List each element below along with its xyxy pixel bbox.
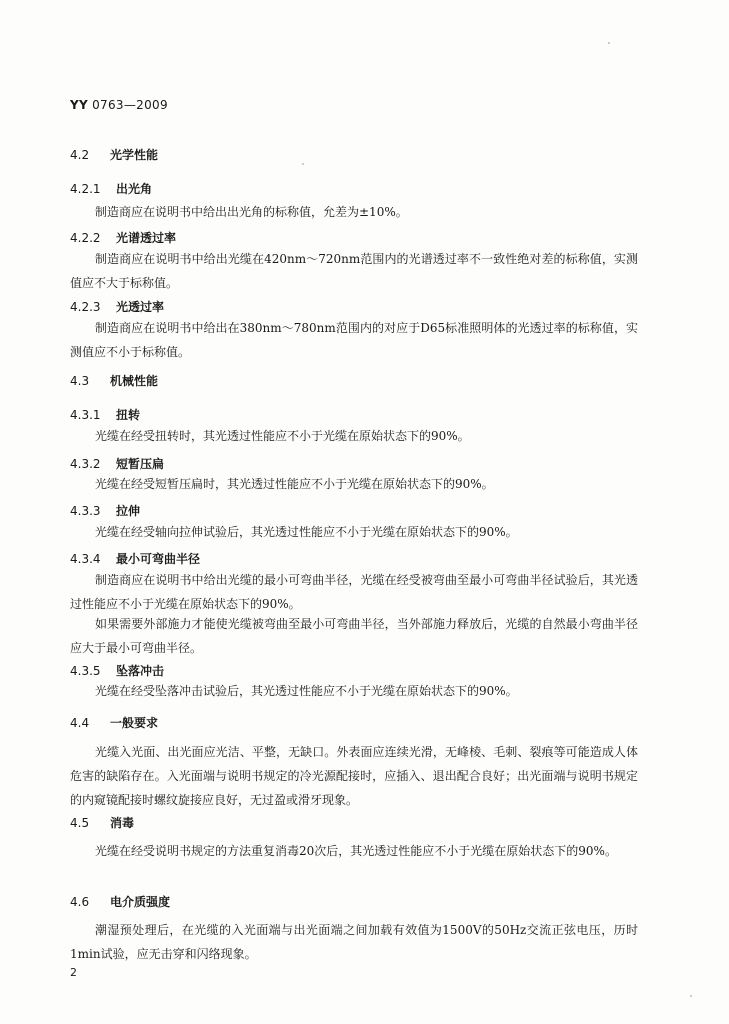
header-code: 0763—2009 bbox=[92, 98, 168, 112]
document-header bbox=[70, 98, 168, 112]
section-4-3-3-text: 光缆在经受轴向拉伸试验后，其光透过性能应不小于光缆在原始状态下的90%。 bbox=[95, 525, 518, 539]
header-prefix: YY bbox=[70, 98, 88, 112]
section-4-2-2-text: 制造商应在说明书中给出光缆在420nm～720nm范围内的光谱透过率不一致性绝对差的标称值，实测值应不大于标称值。 bbox=[70, 252, 638, 290]
section-4-3-5-text: 光缆在经受坠落冲击试验后，其光透过性能应不小于光缆在原始状态下的90%。 bbox=[95, 684, 518, 698]
section-4-2-3-text: 制造商应在说明书中给出在380nm～780nm范围内的对应于D65标准照明体的光透过率的标称值，实测值应不小于标称值。 bbox=[70, 321, 638, 359]
section-4-3-2-heading: 4.3.2 短暂压扁 bbox=[70, 457, 165, 471]
section-4-3-1-heading: 4.3.1 扭转 bbox=[70, 408, 141, 422]
section-4-3-4-text-2: 如果需要外部施力才能使光缆被弯曲至最小可弯曲半径，当外部施力释放后，光缆的自然最小弯曲半径应大于最小可弯曲半径。 bbox=[70, 617, 638, 655]
section-4-2-1-heading: 4.2.1 出光角 bbox=[70, 182, 153, 196]
section-4-2-1-text: 制造商应在说明书中给出出光角的标称值，允差为±10%。 bbox=[95, 205, 408, 219]
section-4-2-heading: 4.2 光学性能 bbox=[70, 148, 159, 162]
section-4-2-2-heading: 4.2.2 光谱透过率 bbox=[70, 231, 177, 245]
section-4-3-3-heading: 4.3.3 拉伸 bbox=[70, 504, 141, 518]
section-4-3-5-heading: 4.3.5 坠落冲击 bbox=[70, 664, 165, 678]
section-4-4-heading: 4.4 一般要求 bbox=[70, 716, 159, 730]
section-4-3-2-text: 光缆在经受短暂压扁时，其光透过性能应不小于光缆在原始状态下的90%。 bbox=[95, 477, 494, 491]
section-4-3-4-heading: 4.3.4 最小可弯曲半径 bbox=[70, 552, 201, 566]
section-4-5-heading: 4.5 消毒 bbox=[70, 816, 135, 830]
scan-speck bbox=[302, 163, 304, 165]
section-4-3-heading: 4.3 机械性能 bbox=[70, 374, 159, 388]
scan-speck bbox=[608, 42, 610, 44]
section-4-3-4-text-1: 制造商应在说明书中给出光缆的最小可弯曲半径，光缆在经受被弯曲至最小可弯曲半径试验后，其光透过性能应不小于光缆在原始状态下的90%。 bbox=[70, 573, 638, 611]
section-4-4-text: 光缆入光面、出光面应光洁、平整，无缺口。外表面应连续光滑，无峰棱、毛刺、裂痕等可能造成人体危害的缺陷存在。入光面端与说明书规定的冷光源配接时，应插入、退出配合良好；出光面端与说明书规定的内窥镜配接时螺纹旋接应良好，无过盈或滑牙现象。 bbox=[70, 745, 638, 807]
section-4-5-text: 光缆在经受说明书规定的方法重复消毒20次后，其光透过性能应不小于光缆在原始状态下的90%。 bbox=[95, 844, 617, 858]
section-4-6-text: 潮湿预处理后，在光缆的入光面端与出光面端之间加载有效值为1500V的50Hz交流正弦电压，历时1min试验，应无击穿和闪络现象。 bbox=[70, 923, 638, 961]
section-4-6-heading: 4.6 电介质强度 bbox=[70, 895, 171, 909]
section-4-2-3-heading: 4.2.3 光透过率 bbox=[70, 300, 165, 314]
section-4-3-1-text: 光缆在经受扭转时，其光透过性能应不小于光缆在原始状态下的90%。 bbox=[95, 429, 470, 443]
page-number: 2 bbox=[70, 966, 77, 979]
scan-speck bbox=[690, 995, 692, 997]
